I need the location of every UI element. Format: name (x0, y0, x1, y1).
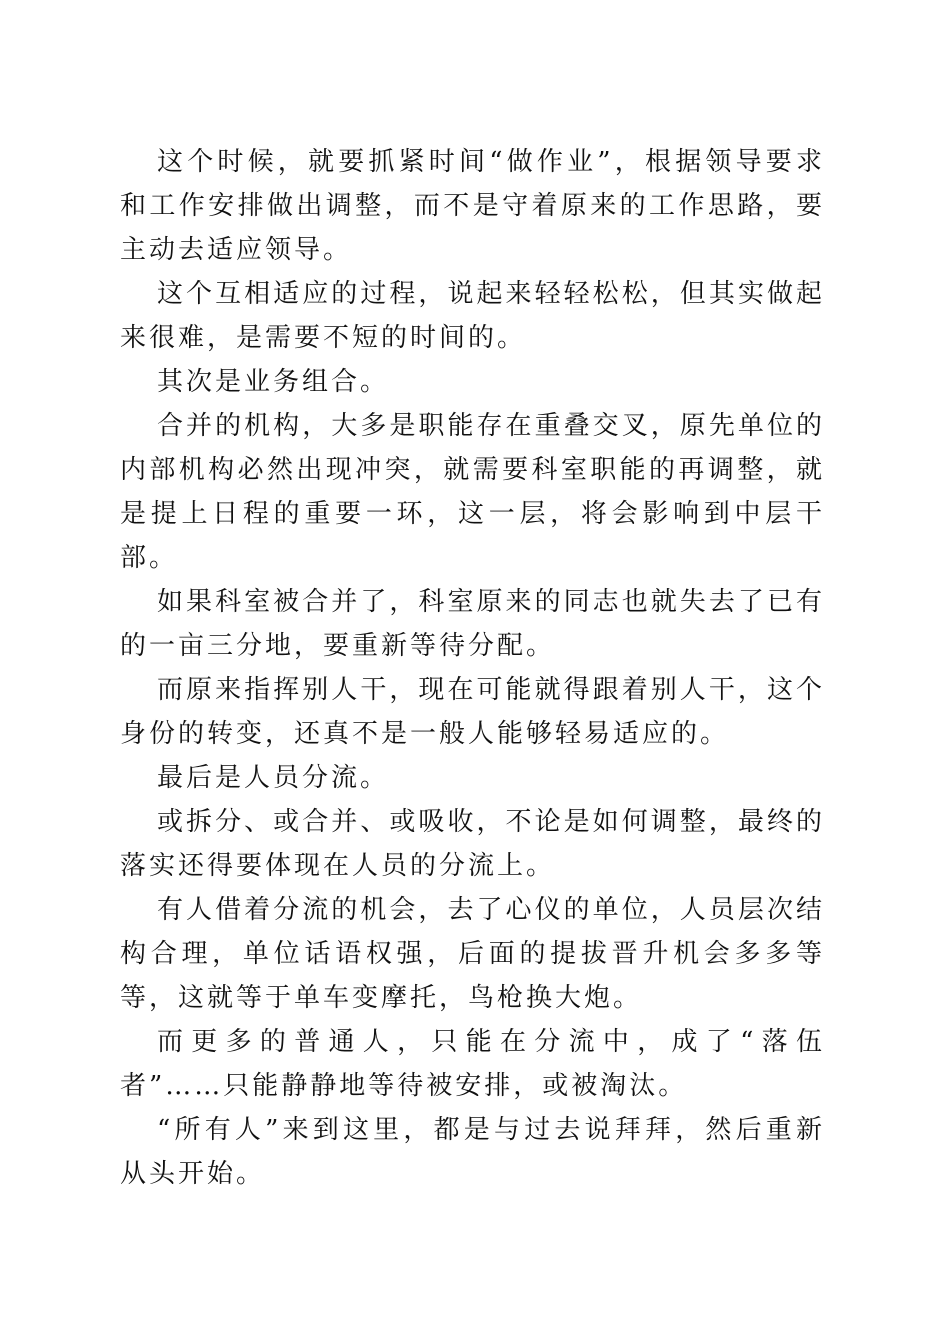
paragraph-3: 其次是业务组合。 (157, 367, 390, 397)
paragraph-6: 而原来指挥别人干，现在可能就得跟着别人干，这个身份的转变，还真不是一般人能够轻易适应的。 (120, 675, 825, 749)
paragraph-8: 或拆分、或合并、或吸收，不论是如何调整，最终的落实还得要体现在人员的分流上。 (120, 807, 825, 881)
paragraph-9: 有人借着分流的机会，去了心仪的单位，人员层次结构合理，单位话语权强，后面的提拔晋升机会多多等等，这就等于单车变摩托，鸟枪换大炮。 (120, 895, 825, 1013)
document-body (120, 140, 825, 1196)
paragraph-4: 合并的机构，大多是职能存在重叠交叉，原先单位的内部机构必然出现冲突，就需要科室职能的再调整，就是提上日程的重要一环，这一层，将会影响到中层干部。 (120, 411, 825, 573)
paragraph-10: 而更多的普通人，只能在分流中，成了“落伍者”……只能静静地等待被安排，或被淘汰。 (120, 1027, 825, 1101)
paragraph-1: 这个时候，就要抓紧时间“做作业”，根据领导要求和工作安排做出调整，而不是守着原来的工作思路，要主动去适应领导。 (120, 147, 825, 265)
paragraph-2: 这个互相适应的过程，说起来轻轻松松，但其实做起来很难，是需要不短的时间的。 (120, 279, 825, 353)
paragraph-5: 如果科室被合并了，科室原来的同志也就失去了已有的一亩三分地，要重新等待分配。 (120, 587, 825, 661)
paragraph-7: 最后是人员分流。 (157, 763, 390, 793)
paragraph-11: “所有人”来到这里，都是与过去说拜拜，然后重新从头开始。 (120, 1115, 825, 1189)
